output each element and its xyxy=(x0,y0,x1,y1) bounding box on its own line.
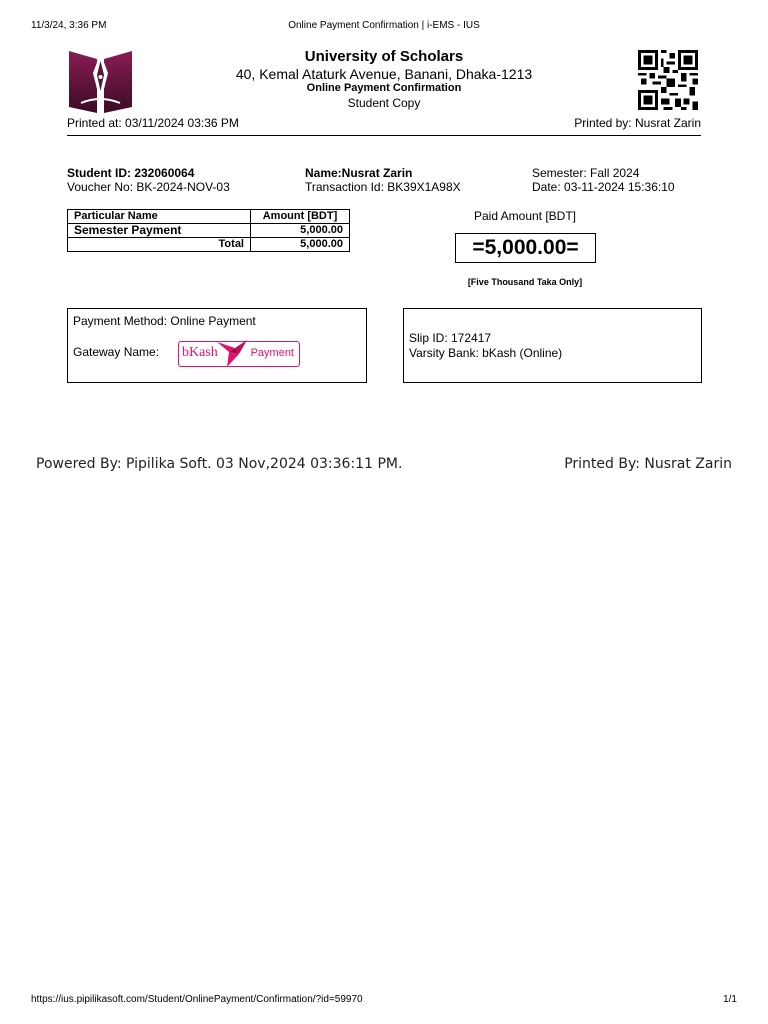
bkash-bird-icon xyxy=(215,338,249,368)
gateway-label: Gateway Name: xyxy=(73,345,160,359)
university-name: University of Scholars xyxy=(304,48,464,65)
footer-printed-by: Printed By: Nusrat Zarin xyxy=(564,456,732,472)
paid-amount-label: Paid Amount [BDT] xyxy=(473,209,577,223)
fee-table xyxy=(67,209,350,252)
table-header-row xyxy=(68,210,350,224)
slip-id: Slip ID: 172417 xyxy=(409,331,492,345)
printed-at: Printed at: 03/11/2024 03:36 PM xyxy=(67,116,239,130)
payment-method-box xyxy=(67,308,367,383)
column-amount: Amount [BDT] xyxy=(251,210,350,224)
print-page-count: 1/1 xyxy=(723,994,737,1005)
total-amount: 5,000.00 xyxy=(251,238,350,252)
table-total-row xyxy=(68,238,350,252)
university-address: 40, Kemal Ataturk Avenue, Banani, Dhaka-1213 xyxy=(235,66,533,82)
print-url: https://ius.pipilikasoft.com/Student/OnlinePayment/Confirmation/?id=59970 xyxy=(31,994,363,1005)
total-label: Total xyxy=(68,238,251,252)
powered-by: Powered By: Pipilika Soft. 03 Nov,2024 03:36:11 PM. xyxy=(36,456,403,472)
document-title: Online Payment Confirmation xyxy=(306,82,462,94)
print-page-title: Online Payment Confirmation | i-EMS - IUS xyxy=(288,20,480,31)
bkash-logo-word: bKash xyxy=(182,345,218,360)
item-name: Semester Payment xyxy=(68,224,251,238)
payment-method: Payment Method: Online Payment xyxy=(73,314,256,328)
bkash-logo-suffix: Payment xyxy=(250,347,294,359)
payment-date: Date: 03-11-2024 15:36:10 xyxy=(532,180,675,194)
semester: Semester: Fall 2024 xyxy=(532,166,640,180)
print-datetime: 11/3/24, 3:36 PM xyxy=(31,20,107,31)
slip-info-box xyxy=(403,308,702,383)
printed-by: Printed by: Nusrat Zarin xyxy=(574,116,701,130)
transaction-id: Transaction Id: BK39X1A98X xyxy=(305,180,461,194)
paid-amount: =5,000.00= xyxy=(455,233,596,263)
document-copy-label: Student Copy xyxy=(347,96,421,110)
voucher-number: Voucher No: BK-2024-NOV-03 xyxy=(67,180,230,194)
header-divider xyxy=(67,135,701,136)
student-id: Student ID: 232060064 xyxy=(67,166,195,180)
paid-amount-words: [Five Thousand Taka Only] xyxy=(467,277,583,287)
table-row xyxy=(68,224,350,238)
bkash-logo xyxy=(178,341,300,367)
student-name: Name:Nusrat Zarin xyxy=(305,166,413,180)
varsity-bank: Varsity Bank: bKash (Online) xyxy=(409,346,563,360)
item-amount: 5,000.00 xyxy=(251,224,350,238)
column-particular-name: Particular Name xyxy=(68,210,251,224)
